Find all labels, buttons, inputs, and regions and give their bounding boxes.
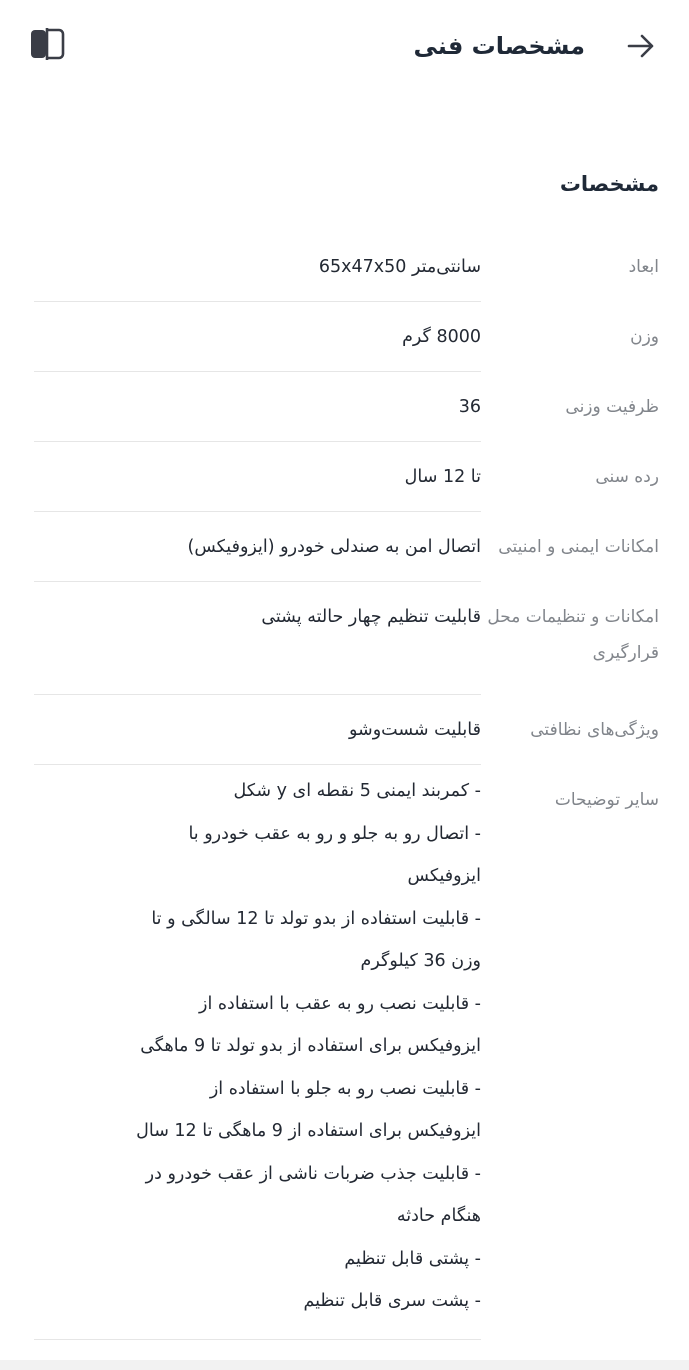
spec-row-dimensions	[34, 232, 659, 302]
spec-value: اتصال امن به صندلی خودرو (ایزوفیکس)	[187, 537, 481, 557]
spec-value: قابلیت تنظیم چهار حالته پشتی	[261, 607, 481, 627]
back-button[interactable]	[623, 28, 659, 64]
spec-label: ابعاد	[628, 257, 659, 277]
spec-value: 36	[458, 397, 481, 417]
specs-list	[34, 232, 659, 1340]
spec-value-line: - پشتی قابل تنظیم	[344, 1248, 481, 1269]
spec-label: امکانات ایمنی و امنیتی	[498, 537, 659, 557]
spec-label: وزن	[630, 327, 659, 347]
spec-value-line: - پشت سری قابل تنظیم	[303, 1291, 481, 1311]
section-title: مشخصات	[559, 172, 659, 196]
spec-row-safety	[34, 512, 659, 582]
top-app-bar	[0, 0, 689, 90]
spec-value: تا 12 سال	[404, 467, 481, 487]
spec-value-line: - قابلیت نصب رو به جلو با استفاده از	[209, 1078, 481, 1099]
arrow-right-icon	[625, 30, 657, 62]
spec-row-cleaning	[34, 695, 659, 765]
spec-row-other	[34, 765, 659, 1340]
spec-label: امکانات و تنظیمات محل قرارگیری	[487, 607, 659, 663]
bottom-divider	[0, 1360, 689, 1370]
spec-value-line: - کمربند ایمنی 5 نقطه ای y شکل	[233, 781, 481, 801]
spec-label: رده سنی	[595, 467, 659, 487]
spec-value: قابلیت شست‌وشو	[348, 720, 481, 740]
spec-label: ظرفیت وزنی	[565, 397, 659, 417]
page-title: مشخصات فنی	[413, 32, 585, 60]
compare-icon	[29, 27, 65, 61]
spec-row-placement	[34, 582, 659, 695]
spec-label: ویژگی‌های نظافتی	[530, 720, 659, 740]
spec-value-line: وزن 36 کیلوگرم	[360, 951, 481, 971]
spec-value-multiline	[34, 765, 481, 1340]
spec-value-line: هنگام حادثه	[396, 1206, 481, 1226]
spec-value-line: - قابلیت نصب رو به عقب با استفاده از	[199, 993, 481, 1014]
spec-value-line: - قابلیت جذب ضربات ناشی از عقب خودرو در	[145, 1163, 481, 1184]
spec-value-line: - قابلیت استفاده از بدو تولد تا 12 سالگی و تا	[151, 908, 481, 929]
spec-value-line: - اتصال رو به جلو و رو به عقب خودرو با	[188, 823, 481, 844]
spec-value: سانتی‌متر 65x47x50	[318, 257, 481, 277]
spec-label: سایر توضیحات	[554, 790, 659, 810]
spec-value: 8000 گرم	[402, 327, 481, 347]
spec-row-capacity	[34, 372, 659, 442]
spec-value-line: ایزوفیکس برای استفاده از بدو تولد تا 9 ماهگی	[140, 1036, 481, 1056]
spec-row-age-range	[34, 442, 659, 512]
spec-value-line: ایزوفیکس برای استفاده از 9 ماهگی تا 12 سال	[136, 1121, 481, 1141]
spec-row-weight	[34, 302, 659, 372]
spec-value-line: ایزوفیکس	[407, 866, 481, 886]
compare-button[interactable]	[28, 26, 66, 62]
